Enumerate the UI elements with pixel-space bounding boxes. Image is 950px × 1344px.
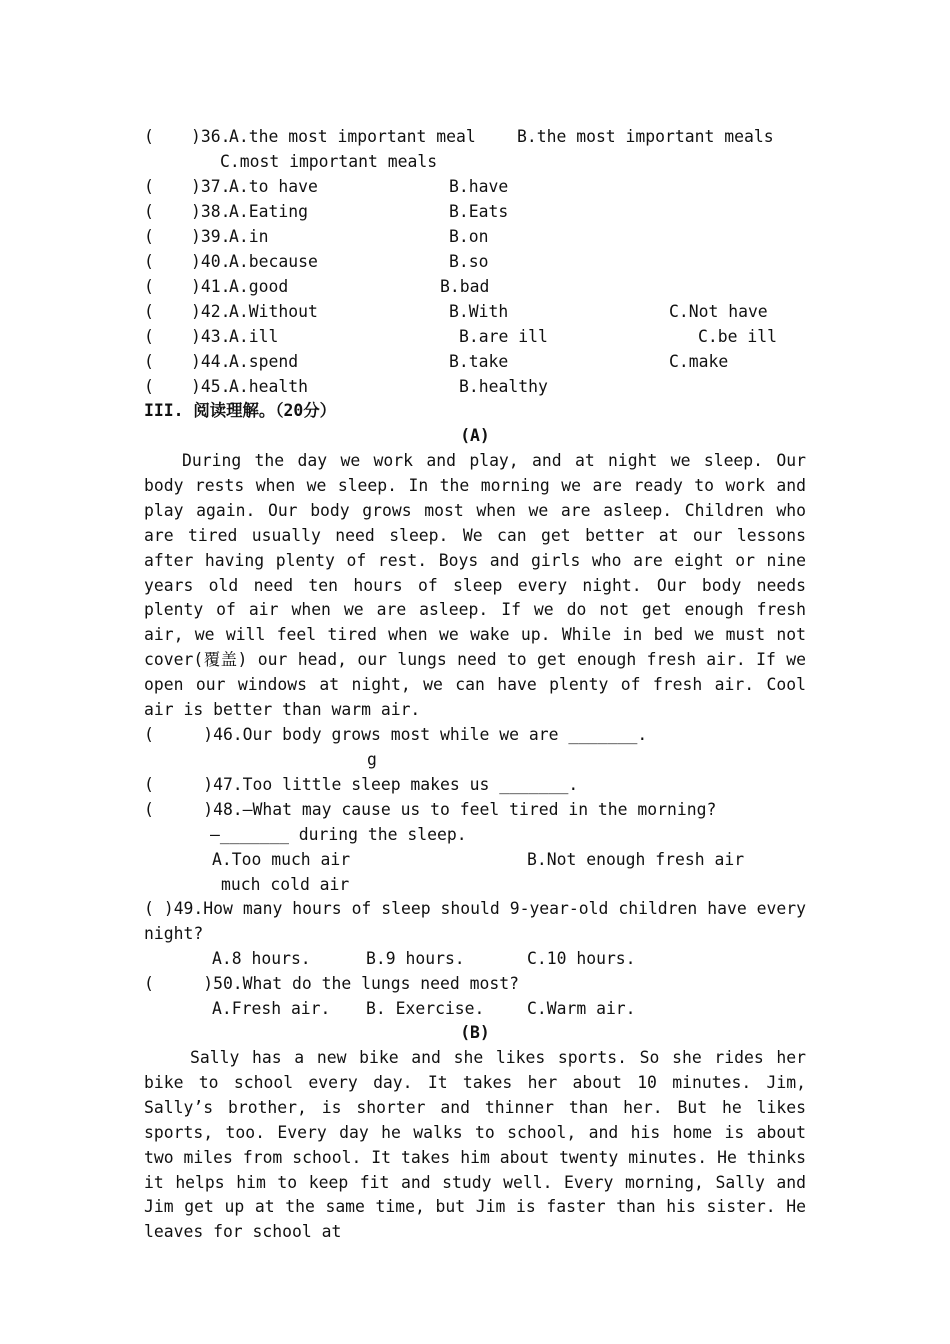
option-c: C.make bbox=[669, 352, 729, 371]
option-paren: ( bbox=[144, 327, 154, 346]
option-a: A.ill bbox=[229, 327, 279, 346]
question-50: ( )50.What do the lungs need most? bbox=[144, 974, 519, 993]
option-paren: ( bbox=[144, 202, 154, 221]
option-number: )38. bbox=[191, 202, 231, 221]
question-46-stray-char: g bbox=[367, 750, 377, 769]
question-49-option-a: A.8 hours. bbox=[212, 949, 311, 968]
question-48-option-c: much cold air bbox=[221, 875, 350, 894]
option-b: B.take bbox=[449, 352, 509, 371]
option-paren: ( bbox=[144, 302, 154, 321]
option-paren: ( bbox=[144, 227, 154, 246]
option-number: )44. bbox=[191, 352, 231, 371]
option-number: )36. bbox=[191, 127, 231, 146]
question-49-option-b: B.9 hours. bbox=[366, 949, 465, 968]
option-number: )42. bbox=[191, 302, 231, 321]
option-number: )37. bbox=[191, 177, 231, 196]
option-paren: ( bbox=[144, 277, 154, 296]
section-heading: III. 阅读理解。（20分） bbox=[144, 401, 337, 420]
passage-a-label: (A) bbox=[460, 426, 490, 445]
option-b: B.on bbox=[449, 227, 489, 246]
option-a: A.health bbox=[229, 377, 308, 396]
option-b: B.have bbox=[449, 177, 509, 196]
option-b: B.healthy bbox=[459, 377, 548, 396]
option-paren: ( bbox=[144, 127, 154, 146]
question-50-option-c: C.Warm air. bbox=[527, 999, 636, 1018]
option-paren: ( bbox=[144, 377, 154, 396]
option-b: B.so bbox=[449, 252, 489, 271]
option-c: C.be ill bbox=[698, 327, 777, 346]
option-number: )41. bbox=[191, 277, 231, 296]
option-paren: ( bbox=[144, 177, 154, 196]
question-49: ( )49.How many hours of sleep should 9-year-old children have every night? bbox=[144, 899, 806, 943]
question-48: ( )48.—What may cause us to feel tired in the morning? bbox=[144, 800, 717, 819]
option-number: )39. bbox=[191, 227, 231, 246]
option-b: B.the most important meals bbox=[517, 127, 774, 146]
option-b: B.With bbox=[449, 302, 509, 321]
option-a: A.the most important meal bbox=[229, 127, 476, 146]
question-48-option-a: A.Too much air bbox=[212, 850, 351, 869]
option-b: B.are ill bbox=[459, 327, 548, 346]
option-a: A.in bbox=[229, 227, 269, 246]
option-a: A.because bbox=[229, 252, 318, 271]
option-a: A.Without bbox=[229, 302, 318, 321]
question-48-answer-line: —_______ during the sleep. bbox=[210, 825, 467, 844]
option-b: B.Eats bbox=[449, 202, 509, 221]
option-paren: ( bbox=[144, 352, 154, 371]
option-b: B.bad bbox=[440, 277, 490, 296]
question-50-option-a: A.Fresh air. bbox=[212, 999, 331, 1018]
option-a: A.to have bbox=[229, 177, 318, 196]
question-46: ( )46.Our body grows most while we are _______. bbox=[144, 725, 648, 744]
question-47: ( )47.Too little sleep makes us _______. bbox=[144, 775, 579, 794]
option-c: C.Not have bbox=[669, 302, 768, 321]
option-number: )45. bbox=[191, 377, 231, 396]
option-a: A.spend bbox=[229, 352, 299, 371]
passage-b-label: (B) bbox=[460, 1023, 490, 1042]
option-a: A.Eating bbox=[229, 202, 308, 221]
option-a: A.good bbox=[229, 277, 289, 296]
option-number: )43. bbox=[191, 327, 231, 346]
option-c: C.most important meals bbox=[220, 152, 438, 171]
question-49-option-c: C.10 hours. bbox=[527, 949, 636, 968]
option-paren: ( bbox=[144, 252, 154, 271]
question-48-option-b: B.Not enough fresh air bbox=[527, 850, 745, 869]
question-50-option-b: B. Exercise. bbox=[366, 999, 485, 1018]
passage-b-text: Sally has a new bike and she likes sports. So she rides her bike to school every day. It takes her about 10 minutes. Jim, Sally’s brother, is shorter and thinner than her. But he likes sports, too. Every day he walks to school, and his home is about two miles from school. It takes him about twenty minutes. He thinks it helps him to keep fit and study well. Every morning, Sally and Jim get up at the same time, but Jim is faster than his sister. He leaves for school at bbox=[144, 1048, 806, 1242]
option-number: )40. bbox=[191, 252, 231, 271]
passage-a-text: During the day we work and play, and at night we sleep. Our body rests when we sleep. In the morning we are ready to work and play again. Our body grows most when we are asleep. Children who are tired usually need sleep. We can get better at our lessons after having plenty of rest. Boys and girls who are eight or nine years old need ten hours of sleep every night. Our body needs plenty of air when we are asleep. If we do not get enough fresh air, we will feel tired when we wake up. While in bed we must not cover(覆盖) our head, our lungs need to get enough fresh air. If we open our windows at night, we can have plenty of fresh air. Cool air is better than warm air. bbox=[144, 451, 806, 720]
